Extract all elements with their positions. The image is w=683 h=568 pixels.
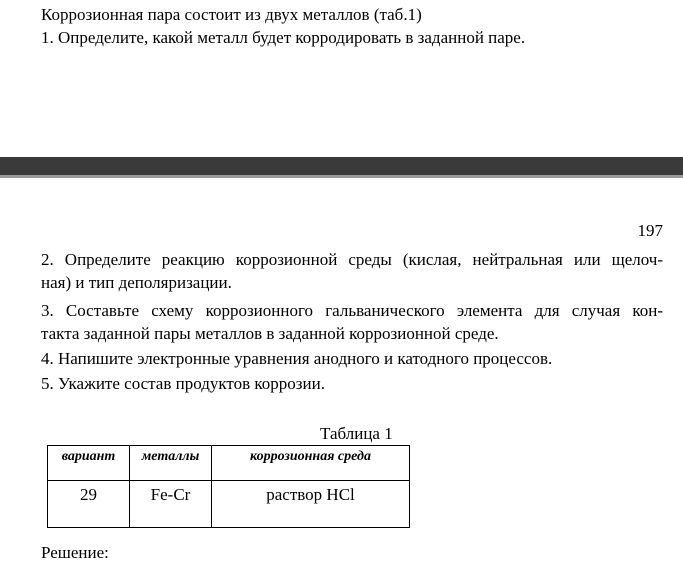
cell-medium: раствор HCl (212, 481, 410, 528)
page-divider (0, 157, 683, 175)
intro-line: Коррозионная пара состоит из двух металлов (таб.1) (41, 5, 422, 24)
table-caption: Таблица 1 (320, 424, 393, 443)
task-2-line-2: ная) и тип деполяризации. (41, 273, 232, 292)
data-table (47, 445, 410, 528)
page-divider-shadow (0, 175, 683, 178)
task-5: 5. Укажите состав продуктов коррозии. (41, 374, 325, 393)
task-2-line-1: 2. Определите реакцию коррозионной среды (кислая, нейтральная или щелоч- (41, 250, 663, 269)
task-3-line-1: 3. Составьте схему коррозионного гальванического элемента для случая кон- (41, 301, 663, 320)
task-4: 4. Напишите электронные уравнения анодного и катодного процессов. (41, 349, 553, 368)
page-number: 197 (637, 221, 663, 240)
task-3-line-2: такта заданной пары металлов в заданной коррозионной среде. (41, 324, 499, 343)
header-variant: вариант (48, 446, 130, 481)
solution-label: Решение: (41, 543, 109, 562)
task-1: 1. Определите, какой металл будет корродировать в заданной паре. (41, 28, 526, 47)
header-medium: коррозионная среда (212, 446, 410, 481)
header-metals: металлы (130, 446, 212, 481)
cell-metals: Fe-Cr (130, 481, 212, 528)
cell-variant: 29 (48, 481, 130, 528)
table-row (48, 481, 410, 528)
table-header-row (48, 446, 410, 481)
